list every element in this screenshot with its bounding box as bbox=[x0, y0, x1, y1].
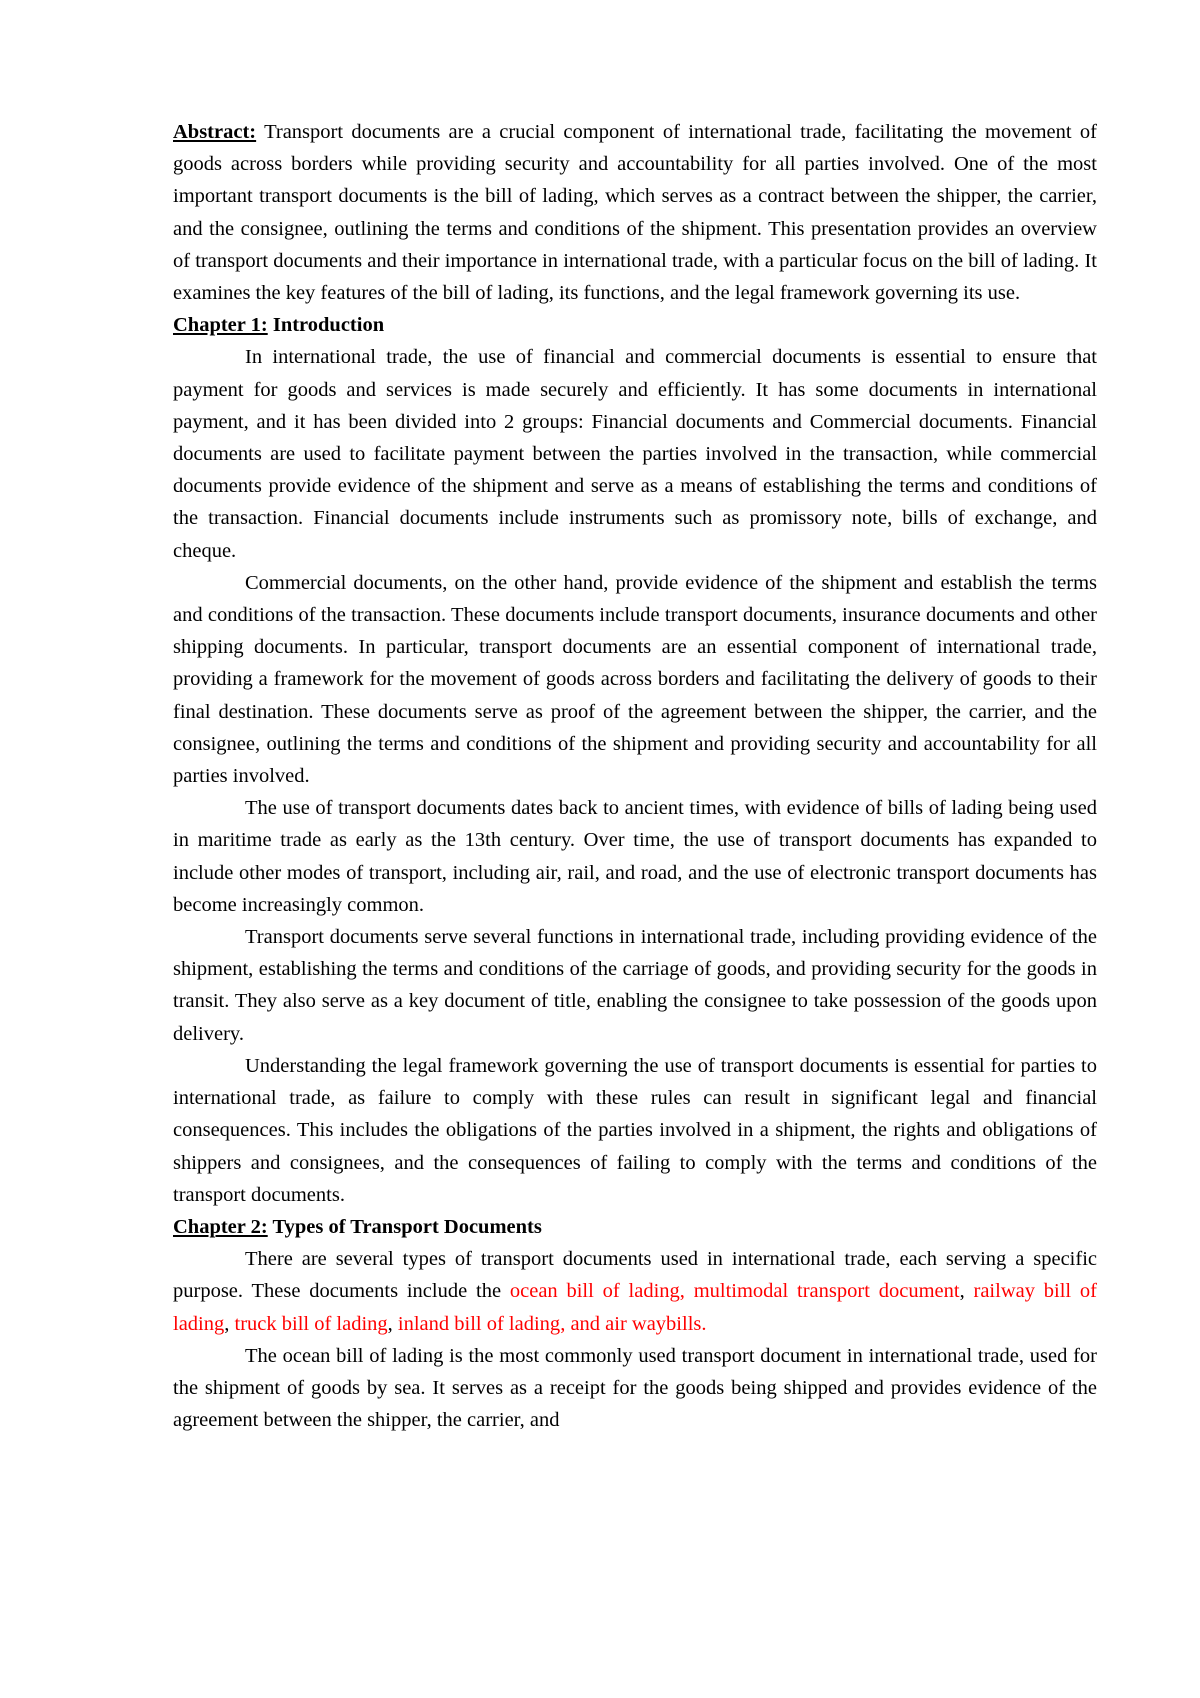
chapter-1-paragraph-3: The use of transport documents dates back to ancient times, with evidence of bills of lading being used in maritime trade as early as the 13th century. Over time, the use of transport documents has expanded to include other modes of transport, including air, rail, and road, and the use of electronic transport documents has become increasingly common. bbox=[173, 797, 1097, 916]
chapter-2-intro-lead: There are several types of transport documents used in international trade, each serving a specific purpose. These documents include the bbox=[173, 1248, 1097, 1303]
chapter-1-paragraph-5: Understanding the legal framework governing the use of transport documents is essential for parties to international trade, as failure to comply with these rules can result in significant legal and financial consequences. This includes the obligations of the parties involved in a shipment, the rights and obligations of shippers and consignees, and the consequences of failing to comply with the terms and conditions of the transport documents. bbox=[173, 1054, 1097, 1206]
abstract-text: Transport documents are a crucial component of international trade, facilitating the movement of goods across borders while providing security and accountability for all parties involved. One of the most important transport documents is the bill of lading, which serves as a contract between the shipper, the carrier, and the consignee, outlining the terms and conditions of the shipment. This presentation provides an overview of transport documents and their importance in international trade, with a particular focus on the bill of lading. It examines the key features of the bill of lading, its functions, and the legal framework governing its use. bbox=[173, 121, 1097, 305]
list-separator: , bbox=[387, 1312, 398, 1335]
chapter-2-paragraph-1 bbox=[173, 1243, 1097, 1340]
chapter-2-heading bbox=[173, 1211, 1097, 1243]
highlight-air-waybills: and air waybills bbox=[570, 1312, 702, 1335]
highlight-truck-bill-of-lading: truck bill of lading bbox=[234, 1312, 388, 1335]
list-separator: , bbox=[224, 1312, 235, 1335]
list-separator: , bbox=[959, 1280, 974, 1303]
chapter-1-title: Introduction bbox=[267, 314, 385, 337]
chapter-2-label: Chapter 2: bbox=[173, 1215, 268, 1238]
chapter-2-paragraph-2: The ocean bill of lading is the most commonly used transport document in international trade, used for the shipment of goods by sea. It serves as a receipt for the goods being shipped and provides evidence of the agreement between the shipper, the carrier, and bbox=[173, 1344, 1097, 1432]
chapter-2-title: Types of Transport Documents bbox=[267, 1215, 542, 1238]
highlight-inland-bill-of-lading: inland bill of lading bbox=[397, 1312, 561, 1335]
highlight-railway-bill-of-lading: railway bill of lading bbox=[173, 1280, 1098, 1335]
abstract-paragraph bbox=[173, 116, 1097, 309]
highlight-multimodal-transport-document: multimodal transport document bbox=[693, 1280, 960, 1303]
highlight-ocean-bill-of-lading: ocean bill of lading bbox=[509, 1280, 680, 1303]
chapter-1-paragraph-4: Transport documents serve several functions in international trade, including providing evidence of the shipment, establishing the terms and conditions of the carriage of goods, and providing security for the goods in transit. They also serve as a key document of title, enabling the consignee to take possession of the goods upon delivery. bbox=[173, 926, 1097, 1045]
highlight-end: . bbox=[701, 1312, 707, 1335]
abstract-label: Abstract: bbox=[173, 121, 257, 143]
highlight-separator: , bbox=[679, 1280, 694, 1303]
chapter-1-paragraph-1: In international trade, the use of financial and commercial documents is essential to ensure that payment for goods and services is made securely and efficiently. It has some documents in international payment, and it has been divided into 2 groups: Financial documents and Commercial documents. Financial documents are used to facilitate payment between the parties involved in the transaction, while commercial documents provide evidence of the shipment and serve as a means of establishing the terms and conditions of the transaction. Financial documents include instruments such as promissory note, bills of exchange, and cheque. bbox=[173, 346, 1097, 562]
chapter-1-heading bbox=[173, 309, 1097, 341]
chapter-1-paragraph-2: Commercial documents, on the other hand, provide evidence of the shipment and establish the terms and conditions of the transaction. These documents include transport documents, insurance documents and other shipping documents. In particular, transport documents are an essential component of international trade, providing a framework for the movement of goods across borders and facilitating the delivery of goods to their final destination. These documents serve as proof of the agreement between the shipper, the carrier, and the consignee, outlining the terms and conditions of the shipment and providing security and accountability for all parties involved. bbox=[173, 571, 1097, 788]
highlight-separator: , bbox=[560, 1312, 571, 1335]
chapter-1-label: Chapter 1: bbox=[173, 314, 268, 337]
